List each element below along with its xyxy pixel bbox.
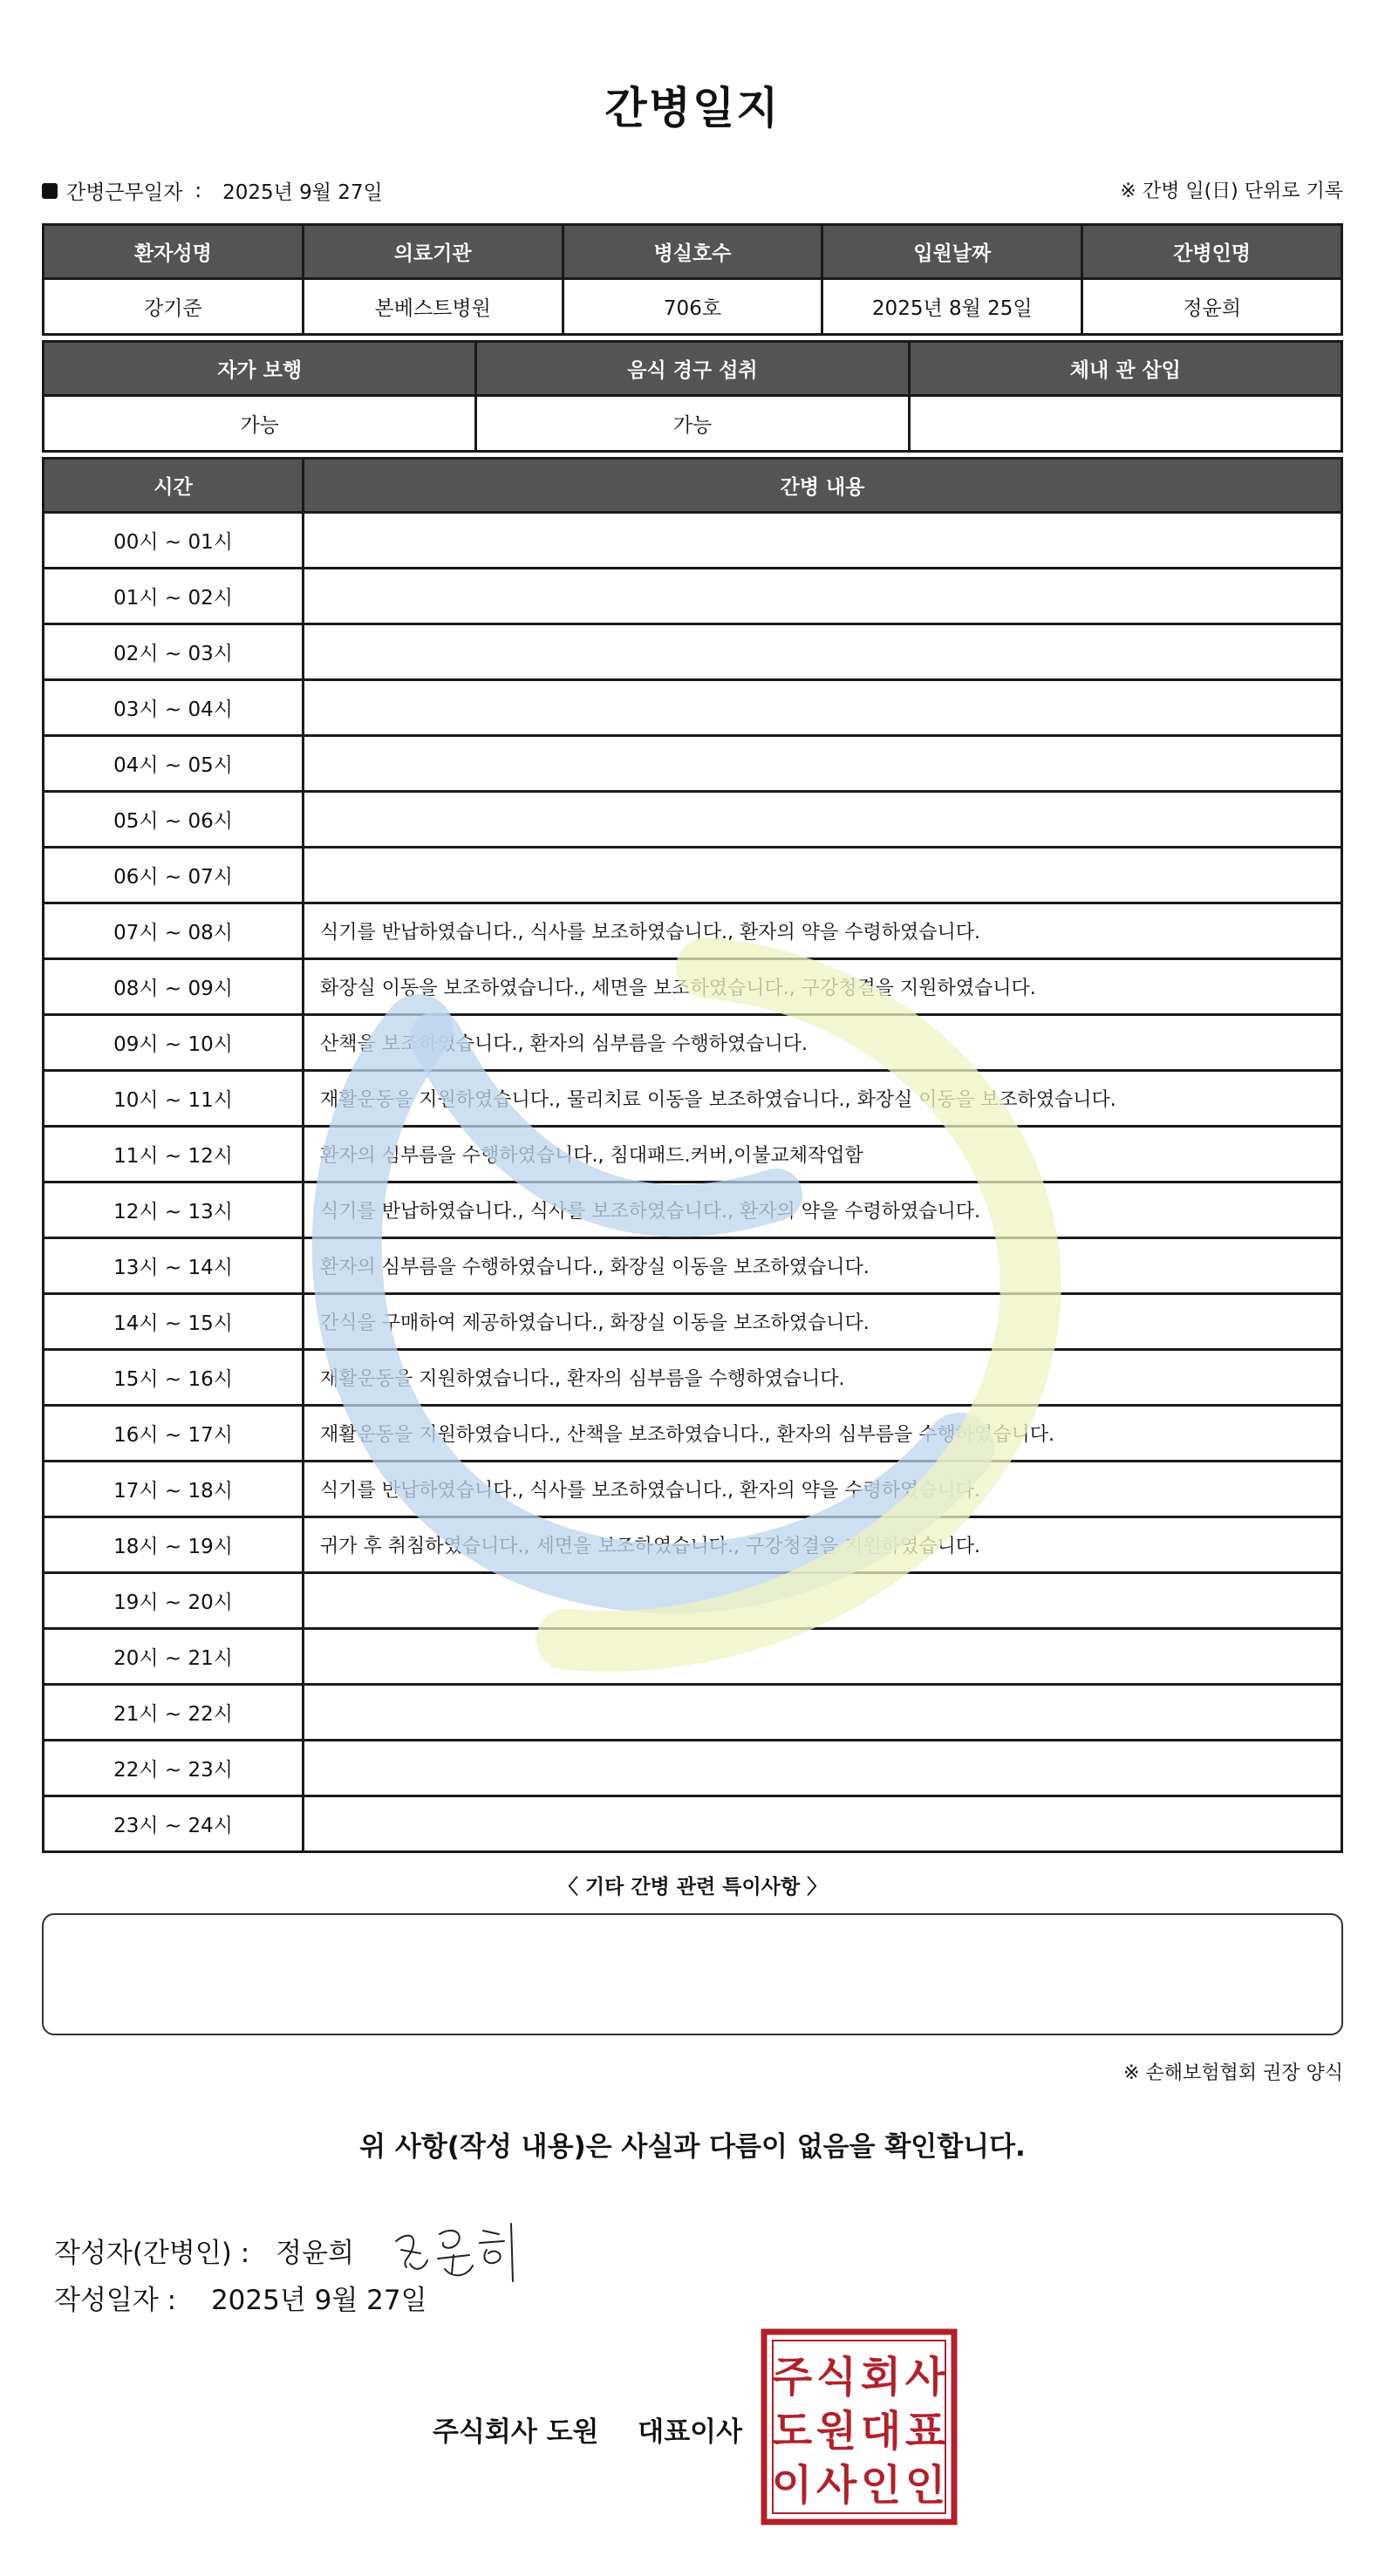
table-row [44,1294,1342,1350]
care-date-colon: : [194,179,202,202]
care-date-group [42,176,383,205]
table-row [44,624,1342,680]
table-row [44,1182,1342,1238]
header-patient-name: 환자성명 [44,225,304,279]
written-date-value: 2025년 9월 27일 [210,2285,427,2316]
patient-info-value-row [44,279,1342,335]
header-time: 시간 [44,459,304,513]
header-walking: 자가 보행 [44,342,476,396]
time-slot: 21시 ~ 22시 [44,1685,304,1741]
time-slot: 19시 ~ 20시 [44,1573,304,1629]
tube-insertion-value [909,396,1341,452]
care-content-cell[interactable]: 식기를 반납하였습니다., 식사를 보조하였습니다., 환자의 약을 수령하였습니다. [304,903,1342,959]
care-content-cell[interactable] [304,513,1342,569]
care-content-cell[interactable]: 재활운동을 지원하였습니다., 환자의 심부름을 수행하였습니다. [304,1350,1342,1406]
table-row [44,736,1342,792]
table-row [44,792,1342,848]
care-content-cell[interactable] [304,680,1342,736]
table-row [44,1015,1342,1071]
seal-character: 이 [771,2461,813,2510]
seal-character: 표 [904,2407,946,2456]
daily-record-note: ※ 간병 일(日) 단위로 기록 [1120,181,1343,202]
time-slot: 22시 ~ 23시 [44,1741,304,1796]
header-oral-intake: 음식 경구 섭취 [476,342,909,396]
patient-status-table [42,340,1343,453]
care-content-cell[interactable] [304,1741,1342,1796]
special-notes-field[interactable] [42,1913,1343,2035]
table-row [44,513,1342,569]
table-row [44,680,1342,736]
time-slot: 23시 ~ 24시 [44,1796,304,1852]
care-content-cell[interactable]: 환자의 심부름을 수행하였습니다., 화장실 이동을 보조하였습니다. [304,1238,1342,1294]
header-caregiver: 간병인명 [1082,225,1342,279]
table-row [44,1573,1342,1629]
written-date-label: 작성일자 : [54,2285,177,2316]
table-row [44,1741,1342,1796]
seal-character: 사 [904,2353,946,2402]
oral-intake-value: 가능 [476,396,909,452]
table-row [44,569,1342,624]
seal-character: 인 [860,2461,902,2510]
care-log-header-row [44,459,1342,513]
header-admission-date: 입원날짜 [822,225,1082,279]
patient-info-table [42,223,1343,336]
seal-character: 사 [815,2461,857,2510]
time-slot: 01시 ~ 02시 [44,569,304,624]
table-row [44,1406,1342,1462]
time-slot: 03시 ~ 04시 [44,680,304,736]
care-date-value: 2025년 9월 27일 [222,181,383,204]
care-content-cell[interactable] [304,848,1342,903]
caregiver-name: 정윤희 [1082,279,1342,335]
seal-character: 도 [771,2407,813,2456]
room-number: 706호 [563,279,822,335]
care-content-cell[interactable] [304,1796,1342,1852]
time-slot: 14시 ~ 15시 [44,1294,304,1350]
patient-info-header-row [44,225,1342,279]
time-slot: 16시 ~ 17시 [44,1406,304,1462]
time-slot: 05시 ~ 06시 [44,792,304,848]
header-hospital: 의료기관 [303,225,563,279]
table-row [44,848,1342,903]
seal-character: 인 [904,2461,946,2510]
care-log-body [44,513,1342,1852]
hospital-name: 본베스트병원 [303,279,563,335]
notes-title: 〈 기타 간병 관련 특이사항 〉 [557,1876,828,1898]
writer-line [54,2215,537,2285]
time-slot: 09시 ~ 10시 [44,1015,304,1071]
table-row [44,1350,1342,1406]
time-slot: 00시 ~ 01시 [44,513,304,569]
walking-value: 가능 [44,396,476,452]
time-slot: 11시 ~ 12시 [44,1127,304,1182]
confirmation-statement: 위 사항(작성 내용)은 사실과 다름이 없음을 확인합니다. [359,2131,1026,2163]
care-content-cell[interactable] [304,792,1342,848]
time-slot: 08시 ~ 09시 [44,959,304,1015]
care-content-cell[interactable]: 환자의 심부름을 수행하였습니다., 침대패드.커버,이불교체작업함 [304,1127,1342,1182]
company-line [433,2409,742,2449]
care-content-cell[interactable]: 식기를 반납하였습니다., 식사를 보조하였습니다., 환자의 약을 수령하였습니다. [304,1182,1342,1238]
care-content-cell[interactable]: 식기를 반납하였습니다., 식사를 보조하였습니다., 환자의 약을 수령하였습니다. [304,1462,1342,1517]
table-row [44,1127,1342,1182]
status-header-row [44,342,1342,396]
header-tube-insertion: 체내 관 삽입 [909,342,1341,396]
care-log-table [42,457,1343,1853]
care-content-cell[interactable] [304,624,1342,680]
header-room: 병실호수 [563,225,822,279]
care-content-cell[interactable] [304,736,1342,792]
written-date-line [54,2278,427,2317]
seal-character: 식 [815,2353,857,2402]
time-slot: 15시 ~ 16시 [44,1350,304,1406]
writer-label: 작성자(간병인) : [54,2237,250,2269]
care-content-cell[interactable] [304,1629,1342,1685]
time-slot: 13시 ~ 14시 [44,1238,304,1294]
table-row [44,1685,1342,1741]
status-value-row [44,396,1342,452]
table-row [44,903,1342,959]
care-content-cell[interactable]: 화장실 이동을 보조하였습니다., 세면을 보조하였습니다., 구강청결을 지원하였습니다. [304,959,1342,1015]
table-row [44,1629,1342,1685]
seal-character: 회 [860,2353,902,2402]
care-content-cell[interactable]: 재활운동을 지원하였습니다., 산책을 보조하였습니다., 환자의 심부름을 수행하였습니다. [304,1406,1342,1462]
time-slot: 02시 ~ 03시 [44,624,304,680]
company-title: 대표이사 [638,2416,743,2448]
company-name: 주식회사 도원 [433,2416,599,2448]
time-slot: 17시 ~ 18시 [44,1462,304,1517]
care-content-cell[interactable] [304,569,1342,624]
table-row [44,1796,1342,1852]
care-content-cell[interactable]: 귀가 후 취침하였습니다., 세면을 보조하였습니다., 구강청결을 지원하였습니다. [304,1517,1342,1573]
writer-name: 정윤희 [276,2237,355,2269]
table-row [44,1517,1342,1573]
company-seal-icon [761,2328,958,2525]
seal-character: 원 [815,2407,857,2456]
table-row [44,1071,1342,1127]
table-row [44,1238,1342,1294]
patient-name: 강기준 [44,279,304,335]
care-content-cell[interactable] [304,1573,1342,1629]
seal-character: 대 [860,2407,902,2456]
signature-icon [389,2215,537,2285]
table-row [44,1462,1342,1517]
time-slot: 12시 ~ 13시 [44,1182,304,1238]
square-bullet-icon [42,183,58,199]
care-content-cell[interactable]: 산책을 보조하였습니다., 환자의 심부름을 수행하였습니다. [304,1015,1342,1071]
meta-row [42,176,1343,211]
time-slot: 10시 ~ 11시 [44,1071,304,1127]
care-content-cell[interactable] [304,1685,1342,1741]
time-slot: 20시 ~ 21시 [44,1629,304,1685]
care-content-cell[interactable]: 간식을 구매하여 제공하였습니다., 화장실 이동을 보조하였습니다. [304,1294,1342,1350]
recommend-note: ※ 손해보험협회 권장 양식 [1123,2062,1343,2084]
care-date-label: 간병근무일자 [66,181,183,204]
care-content-cell[interactable]: 재활운동을 지원하였습니다., 물리치료 이동을 보조하였습니다., 화장실 이동을 보조하였습니다. [304,1071,1342,1127]
time-slot: 04시 ~ 05시 [44,736,304,792]
time-slot: 07시 ~ 08시 [44,903,304,959]
time-slot: 18시 ~ 19시 [44,1517,304,1573]
table-row [44,959,1342,1015]
time-slot: 06시 ~ 07시 [44,848,304,903]
admission-date: 2025년 8월 25일 [822,279,1082,335]
page-title: 간병일지 [604,83,781,133]
seal-character: 주 [771,2353,813,2402]
header-care-content: 간병 내용 [304,459,1342,513]
